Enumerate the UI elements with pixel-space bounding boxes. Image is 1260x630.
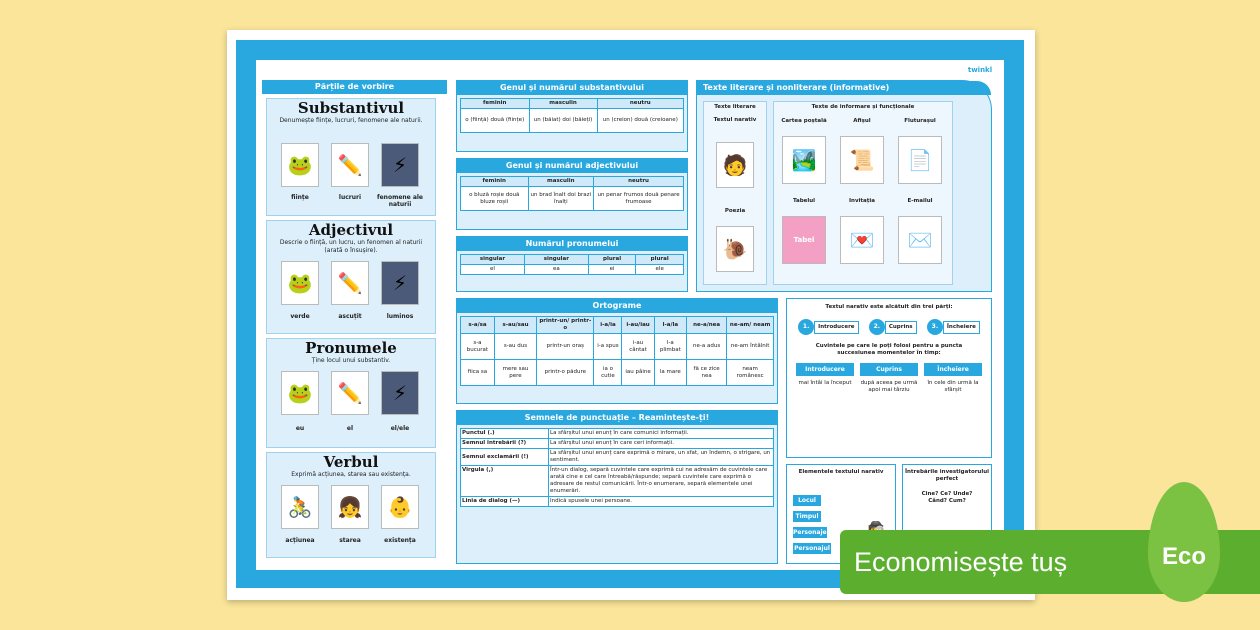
table-picture-label: Tabel — [793, 236, 815, 244]
pencil-picture: ✏️ — [331, 371, 369, 415]
col-header: neutru — [594, 177, 684, 187]
time-column-header: Introducere — [796, 363, 854, 376]
col-header: singular — [524, 255, 588, 265]
table-cell: i-au cântat — [622, 334, 654, 360]
table-cell: printr-un oraș — [537, 334, 594, 360]
narrative-structure-panel — [786, 298, 992, 458]
punctuation-header: Semnele de punctuație – Reamintește-ți! — [457, 411, 777, 425]
email-picture: ✉️ — [898, 216, 942, 264]
pronoun-number-table — [460, 254, 684, 275]
pronoun-desc: Ține locul unui substantiv. — [311, 357, 391, 364]
frog-picture: 🐸 — [281, 143, 319, 187]
twinkl-logo: twinkl — [965, 62, 995, 78]
punctuation-panel — [456, 410, 778, 564]
part-number: 2. — [869, 319, 885, 335]
table-picture — [782, 216, 826, 264]
part-label: Introducere — [814, 321, 858, 334]
flyer-picture: 📄 — [898, 136, 942, 184]
info-item-flyer: Fluturașul — [904, 118, 936, 124]
verb-title: Verbul — [323, 453, 379, 471]
table-cell: ia o cutie — [594, 360, 622, 386]
time-column-header: Încheiere — [924, 363, 982, 376]
pronoun-caption-2: el — [346, 425, 354, 432]
element-item: Personajul — [794, 545, 830, 552]
element-item: Locul — [793, 495, 821, 506]
table-cell: o bluză roșie două bluze roșii — [461, 187, 529, 211]
info-item-postcard: Cartea poștală — [781, 118, 827, 124]
blue-frame — [236, 40, 1024, 588]
noun-desc: Denumește ființe, lucruri, fenomene ale naturii. — [279, 117, 423, 124]
noun-gender-table — [460, 98, 684, 133]
postcard-picture: 🏞️ — [782, 136, 826, 184]
table-cell: ne-am întâlnit — [727, 334, 774, 360]
save-ink-label: Economisește tuș — [854, 546, 1068, 577]
time-words-intro: Cuvintele pe care le poți folosi pentru a puncta succesiunea momentelor în timp: — [815, 343, 963, 356]
noun-caption-1: ființe — [291, 194, 309, 201]
noun-gender-header: Genul și numărul substantivului — [457, 81, 687, 95]
col-header: l-a/la — [654, 317, 686, 334]
part-number: 1. — [798, 319, 814, 335]
cyclist-picture: 🚴 — [281, 485, 319, 529]
table-cell: fă ce zice nea — [686, 360, 726, 386]
parts-of-speech-panel — [262, 80, 447, 565]
worksheet-page — [227, 30, 1035, 600]
frog-picture: 🐸 — [281, 371, 319, 415]
verb-desc: Exprimă acțiunea, starea sau existența. — [291, 471, 411, 478]
ortograme-header: Ortograme — [457, 299, 777, 313]
punct-text: La sfârșitul unui enunț în care ceri informații. — [549, 439, 774, 449]
lightning-picture: ⚡ — [381, 371, 419, 415]
col-header: ne-a/nea — [686, 317, 726, 334]
adjective-gender-header: Genul și numărul adjectivului — [457, 159, 687, 173]
question-item: Când? Cum? — [928, 498, 966, 504]
col-header: masculin — [528, 177, 594, 187]
ortograme-table — [460, 316, 774, 386]
adjective-caption-2: ascuțit — [338, 313, 362, 320]
punct-text: La sfârșitul unui enunț în care comunici informații. — [549, 429, 774, 439]
part-label: Încheiere — [943, 321, 980, 334]
verb-caption-1: acțiunea — [285, 537, 315, 544]
pencil-picture: ✏️ — [331, 143, 369, 187]
pronoun-title: Pronumele — [305, 339, 397, 357]
pencil-picture: ✏️ — [331, 261, 369, 305]
table-cell: un penar frumos două penare frumoase — [594, 187, 684, 211]
texts-header: Texte literare și nonliterare (informative) — [697, 81, 991, 95]
noun-caption-3: fenomene ale naturii — [377, 194, 423, 208]
lightning-picture: ⚡ — [381, 143, 419, 187]
element-item: Timpul — [793, 511, 821, 522]
poster-picture: 📜 — [840, 136, 884, 184]
punct-name: Semnul exclamării (!) — [461, 449, 549, 466]
col-header: printr-un/ printr-o — [537, 317, 594, 334]
time-column — [860, 363, 918, 394]
col-header: ne-am/ neam — [727, 317, 774, 334]
punct-name: Linia de dialog (—) — [461, 497, 549, 507]
table-cell: s-a bucurat — [461, 334, 495, 360]
part-3 — [927, 319, 980, 335]
texts-panel — [696, 80, 992, 292]
punct-text: La sfârșitul unui enunț care exprimă o mirare, un sfat, un îndemn, o strigare, un sentiment. — [549, 449, 774, 466]
time-words-columns — [787, 363, 991, 394]
col-header: neutru — [597, 99, 683, 109]
col-header: masculin — [529, 99, 597, 109]
frog-picture: 🐸 — [281, 261, 319, 305]
question-item: Cine? Ce? Unde? — [921, 491, 973, 497]
noun-title: Substantivul — [297, 99, 405, 117]
narrative-title: Textul narativ este alcătuit din trei părți: — [825, 304, 953, 310]
adjective-gender-panel — [456, 158, 688, 230]
punct-name: Semnul întrebării (?) — [461, 439, 549, 449]
table-cell: i-a spus — [594, 334, 622, 360]
time-column-body: după aceea pe urmă apoi mai târziu — [860, 380, 918, 393]
noun-card — [266, 98, 436, 216]
questions-title: Întrebările investigatorului perfect — [904, 469, 990, 482]
col-header: s-a/sa — [461, 317, 495, 334]
part-number: 3. — [927, 319, 943, 335]
table-cell: el — [461, 265, 525, 275]
verb-caption-3: existența — [384, 537, 416, 544]
col-header: plural — [588, 255, 636, 265]
col-header: singular — [461, 255, 525, 265]
col-header: plural — [636, 255, 684, 265]
table-cell: un (băiat) doi (băieți) — [529, 109, 597, 133]
girl-picture: 👧 — [331, 485, 369, 529]
adjective-title: Adjectivul — [308, 221, 394, 239]
worksheet-inner — [256, 60, 1004, 570]
col-header: feminin — [461, 99, 530, 109]
eco-leaf-icon — [1148, 482, 1220, 602]
time-column-header: Cuprins — [860, 363, 918, 376]
table-cell: neam românesc — [727, 360, 774, 386]
time-column — [924, 363, 982, 394]
table-cell: ea — [524, 265, 588, 275]
col-header: feminin — [461, 177, 529, 187]
adjective-desc: Descrie o ființă, un lucru, un fenomen al naturii (arată o însușire). — [279, 239, 423, 254]
info-item-invitation: Invitația — [849, 198, 875, 204]
time-column-body: în cele din urmă la sfârșit — [927, 380, 979, 393]
punct-text: Într-un dialog, separă cuvintele care exprimă cui ne adresăm de cuvintele care arată cine e cel care întreabă/răspunde; separă cuvintele care exprimă o adresare de restul comunicării. Într-o enumerare, separă elementele unei enumerări. — [549, 466, 774, 497]
elements-title: Elementele textului narativ — [798, 469, 884, 475]
element-item: Personajele — [793, 529, 833, 536]
punct-name: Virgula (,) — [461, 466, 549, 497]
table-cell: fiica sa — [461, 360, 495, 386]
col-header: i-au/iau — [622, 317, 654, 334]
verb-card — [266, 452, 436, 558]
adjective-gender-table — [460, 176, 684, 211]
info-item-email: E-mailul — [907, 198, 933, 204]
time-column — [796, 363, 854, 394]
narrative-parts — [787, 319, 991, 335]
invitation-picture: 💌 — [840, 216, 884, 264]
lightning-picture: ⚡ — [381, 261, 419, 305]
table-cell: ele — [636, 265, 684, 275]
noun-caption-2: lucruri — [338, 194, 362, 201]
table-cell: l-a plimbat — [654, 334, 686, 360]
adjective-card — [266, 220, 436, 334]
pronoun-caption-1: eu — [295, 425, 305, 432]
punctuation-table — [460, 428, 774, 507]
punct-text: Indică spusele unei persoane. — [549, 497, 774, 507]
narrative-label: Textul narativ — [713, 117, 757, 123]
adjective-caption-3: luminos — [386, 313, 414, 320]
col-header: s-au/sau — [494, 317, 536, 334]
adjective-caption-1: verde — [290, 313, 310, 320]
man-picture: 🧑 — [716, 142, 754, 188]
info-box — [773, 101, 953, 285]
pronoun-card — [266, 338, 436, 448]
table-cell: la mare — [654, 360, 686, 386]
pronoun-number-header: Numărul pronumelui — [457, 237, 687, 251]
part-2 — [869, 319, 917, 335]
noun-gender-panel — [456, 80, 688, 152]
poem-label: Poezia — [724, 208, 746, 214]
table-cell: iau pâine — [622, 360, 654, 386]
parts-of-speech-header: Părțile de vorbire — [262, 80, 447, 94]
info-header: Texte de informare și funcționale — [811, 104, 915, 110]
literary-header: Texte literare — [714, 104, 756, 110]
snail-picture: 🐌 — [716, 226, 754, 272]
info-item-table: Tabelul — [792, 198, 816, 204]
ortograme-panel — [456, 298, 778, 404]
part-label: Cuprins — [885, 321, 917, 334]
table-cell: ei — [588, 265, 636, 275]
eco-leaf-label: Eco — [1161, 543, 1206, 570]
baby-picture: 👶 — [381, 485, 419, 529]
table-cell: un brad înalt doi brazi înalți — [528, 187, 594, 211]
punct-name: Punctul (.) — [461, 429, 549, 439]
table-cell: o (ființă) două (ființe) — [461, 109, 530, 133]
literary-box — [703, 101, 767, 285]
pronoun-caption-3: el/ele — [390, 425, 410, 432]
verb-caption-2: starea — [339, 537, 361, 544]
col-header: i-a/ia — [594, 317, 622, 334]
table-cell: printr-o pădure — [537, 360, 594, 386]
time-column-body: mai întâi la început — [798, 380, 852, 386]
pronoun-number-panel — [456, 236, 688, 292]
table-cell: ne-a adus — [686, 334, 726, 360]
table-cell: un (creion) două (creioane) — [597, 109, 683, 133]
part-1 — [798, 319, 858, 335]
table-cell: mere sau pere — [494, 360, 536, 386]
table-cell: s-au dus — [494, 334, 536, 360]
info-item-poster: Afișul — [853, 118, 871, 124]
